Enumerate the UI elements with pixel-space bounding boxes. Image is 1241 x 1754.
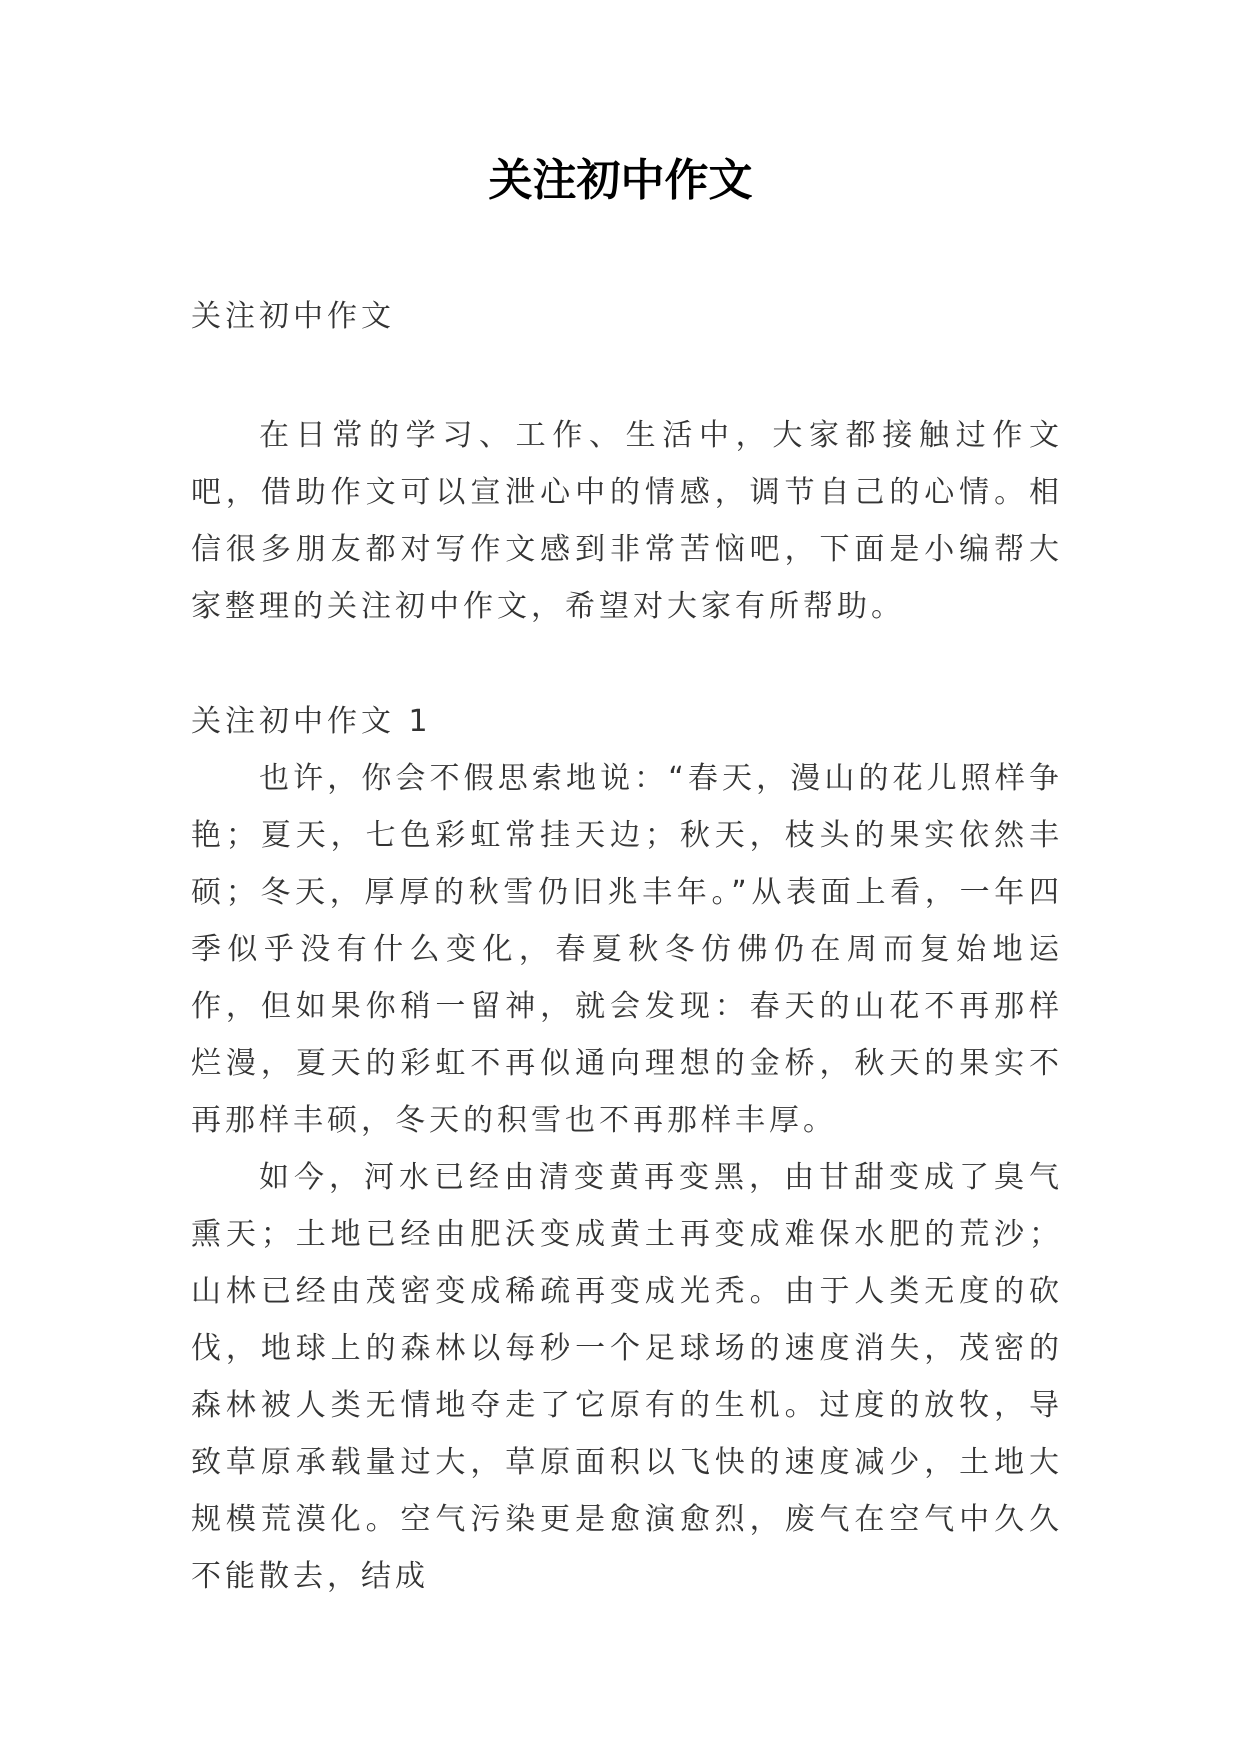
spacer	[191, 345, 1063, 407]
intro-paragraph: 在日常的学习、工作、生活中，大家都接触过作文吧，借助作文可以宣泄心中的情感，调节自己的心情。相信很多朋友都对写作文感到非常苦恼吧，下面是小编帮大家整理的关注初中作文，希望对大家有所帮助。	[191, 418, 1063, 624]
spacer	[191, 635, 1063, 693]
document-heading: 关注初中作文	[191, 299, 395, 334]
body-paragraph: 也许，你会不假思索地说：“春天，漫山的花儿照样争艳；夏天，七色彩虹常挂天边；秋天，枝头的果实依然丰硕；冬天，厚厚的秋雪仍旧兆丰年。”从表面上看，一年四季似乎没有什么变化，春夏秋冬仿佛仍在周而复始地运作，但如果你稍一留神，就会发现：春天的山花不再那样烂漫，夏天的彩虹不再似通向理想的金桥，秋天的果实不再那样丰硕，冬天的积雪也不再那样丰厚。	[191, 761, 1063, 1138]
document-body	[191, 288, 1063, 1605]
section-heading: 关注初中作文 1	[191, 704, 432, 739]
body-paragraph: 如今，河水已经由清变黄再变黑，由甘甜变成了臭气熏天；土地已经由肥沃变成黄土再变成难保水肥的荒沙；山林已经由茂密变成稀疏再变成光秃。由于人类无度的砍伐，地球上的森林以每秒一个足球场的速度消失，茂密的森林被人类无情地夺走了它原有的生机。过度的放牧，导致草原承载量过大，草原面积以飞快的速度减少，土地大规模荒漠化。空气污染更是愈演愈烈，废气在空气中久久不能散去，结成	[191, 1160, 1063, 1594]
document-title: 关注初中作文	[488, 155, 753, 206]
